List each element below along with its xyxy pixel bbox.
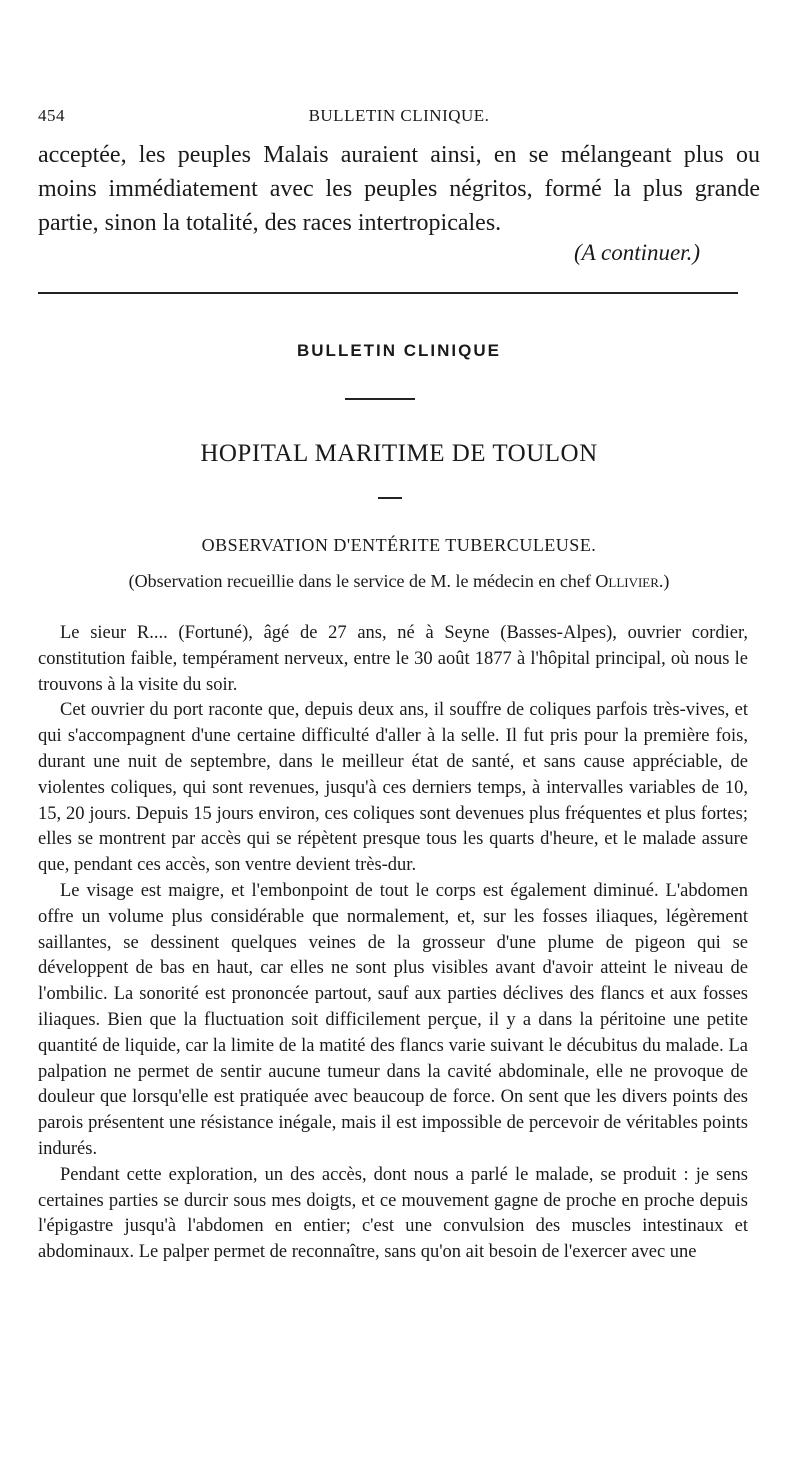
page-number: 454 <box>38 106 65 125</box>
observation-title: OBSERVATION D'ENTÉRITE TUBERCULEUSE. <box>201 535 597 555</box>
source-suffix: .) <box>658 571 670 591</box>
source-name: Ollivier <box>595 571 659 591</box>
paragraph: Le sieur R.... (Fortuné), âgé de 27 ans, né à Seyne (Basses-Alpes), ouvrier cordier, constitution faible, tempérament nerveux, entre le 30 août 1877 à l'hôpital principal, où nous le trouvons à la visite du soir. <box>38 623 748 695</box>
paragraph: Pendant cette exploration, un des accès, dont nous a parlé le malade, se produit : je sens certaines parties se durcir sous mes doigts, et ce mouvement gagne de proche en proche depuis l'épigastre jusqu'à l'abdomen en entier; c'est une convulsion des muscles intestinaux et abdominaux. Le palper permet de reconnaître, sans qu'on ait besoin de l'exercer avec une <box>38 1164 748 1263</box>
source-prefix: (Observation recueillie dans le service de M. le médecin en chef <box>128 571 596 591</box>
continuation-note: (A continuer.) <box>573 240 700 265</box>
section-divider <box>38 292 738 294</box>
section-heading: BULLETIN CLINIQUE <box>297 341 501 360</box>
observation-body <box>38 621 748 1266</box>
running-title: BULLETIN CLINIQUE. <box>308 106 490 125</box>
hospital-title: HOPITAL MARITIME DE TOULON <box>200 440 598 467</box>
intro-paragraph: acceptée, les peuples Malais auraient ainsi, en se mélangeant plus ou moins immédiatement avec les peuples négritos, formé la plus grande partie, sinon la totalité, des races intertropicales. <box>38 142 760 236</box>
observation-source <box>38 571 760 592</box>
paragraph: Cet ouvrier du port raconte que, depuis deux ans, il souffre de coliques parfois très-vives, et qui s'accompagnent d'une certaine difficulté d'aller à la selle. Il fut pris pour la première fois, durant une nuit de septembre, dans le meilleur état de santé, et sans cause appréciable, de violentes coliques, qui sont revenues, jusqu'à ces derniers temps, à intervalles variables de 10, 15, 20 jours. Depuis 15 jours environ, ces coliques sont devenues plus fréquentes et plus fortes; elles se montrent par accès qui se répètent presque tous les quarts d'heure, et le malade assure que, pendant ces accès, son ventre devient très-dur. <box>38 700 748 876</box>
title-divider <box>378 497 402 499</box>
paragraph: Le visage est maigre, et l'embonpoint de tout le corps est également diminué. L'abdomen offre un volume plus considérable que normalement, et, sur les fosses iliaques, légèrement saillantes, se dessinent quelques veines de la grosseur d'une plume de pigeon qui se développent de bas en haut, car elles ne sont plus visibles avant d'avoir atteint le niveau de l'ombilic. La sonorité est prononcée partout, sauf aux parties déclives des flancs et aux fosses iliaques. Bien que la fluctuation soit difficilement perçue, il y a dans la péritoine une petite quantité de liquide, car la limite de la matité des flancs varie suivant le décubitus du malade. La palpation ne permet de sentir aucune tumeur dans la cavité abdominale, elle ne provoque de douleur que lorsqu'elle est pratiquée avec beaucoup de force. On sent que les divers points des parois présentent une résistance inégale, mais il est impossible de percevoir de véritables points indurés. <box>38 880 748 1159</box>
running-header <box>38 106 760 130</box>
heading-divider <box>345 398 415 400</box>
